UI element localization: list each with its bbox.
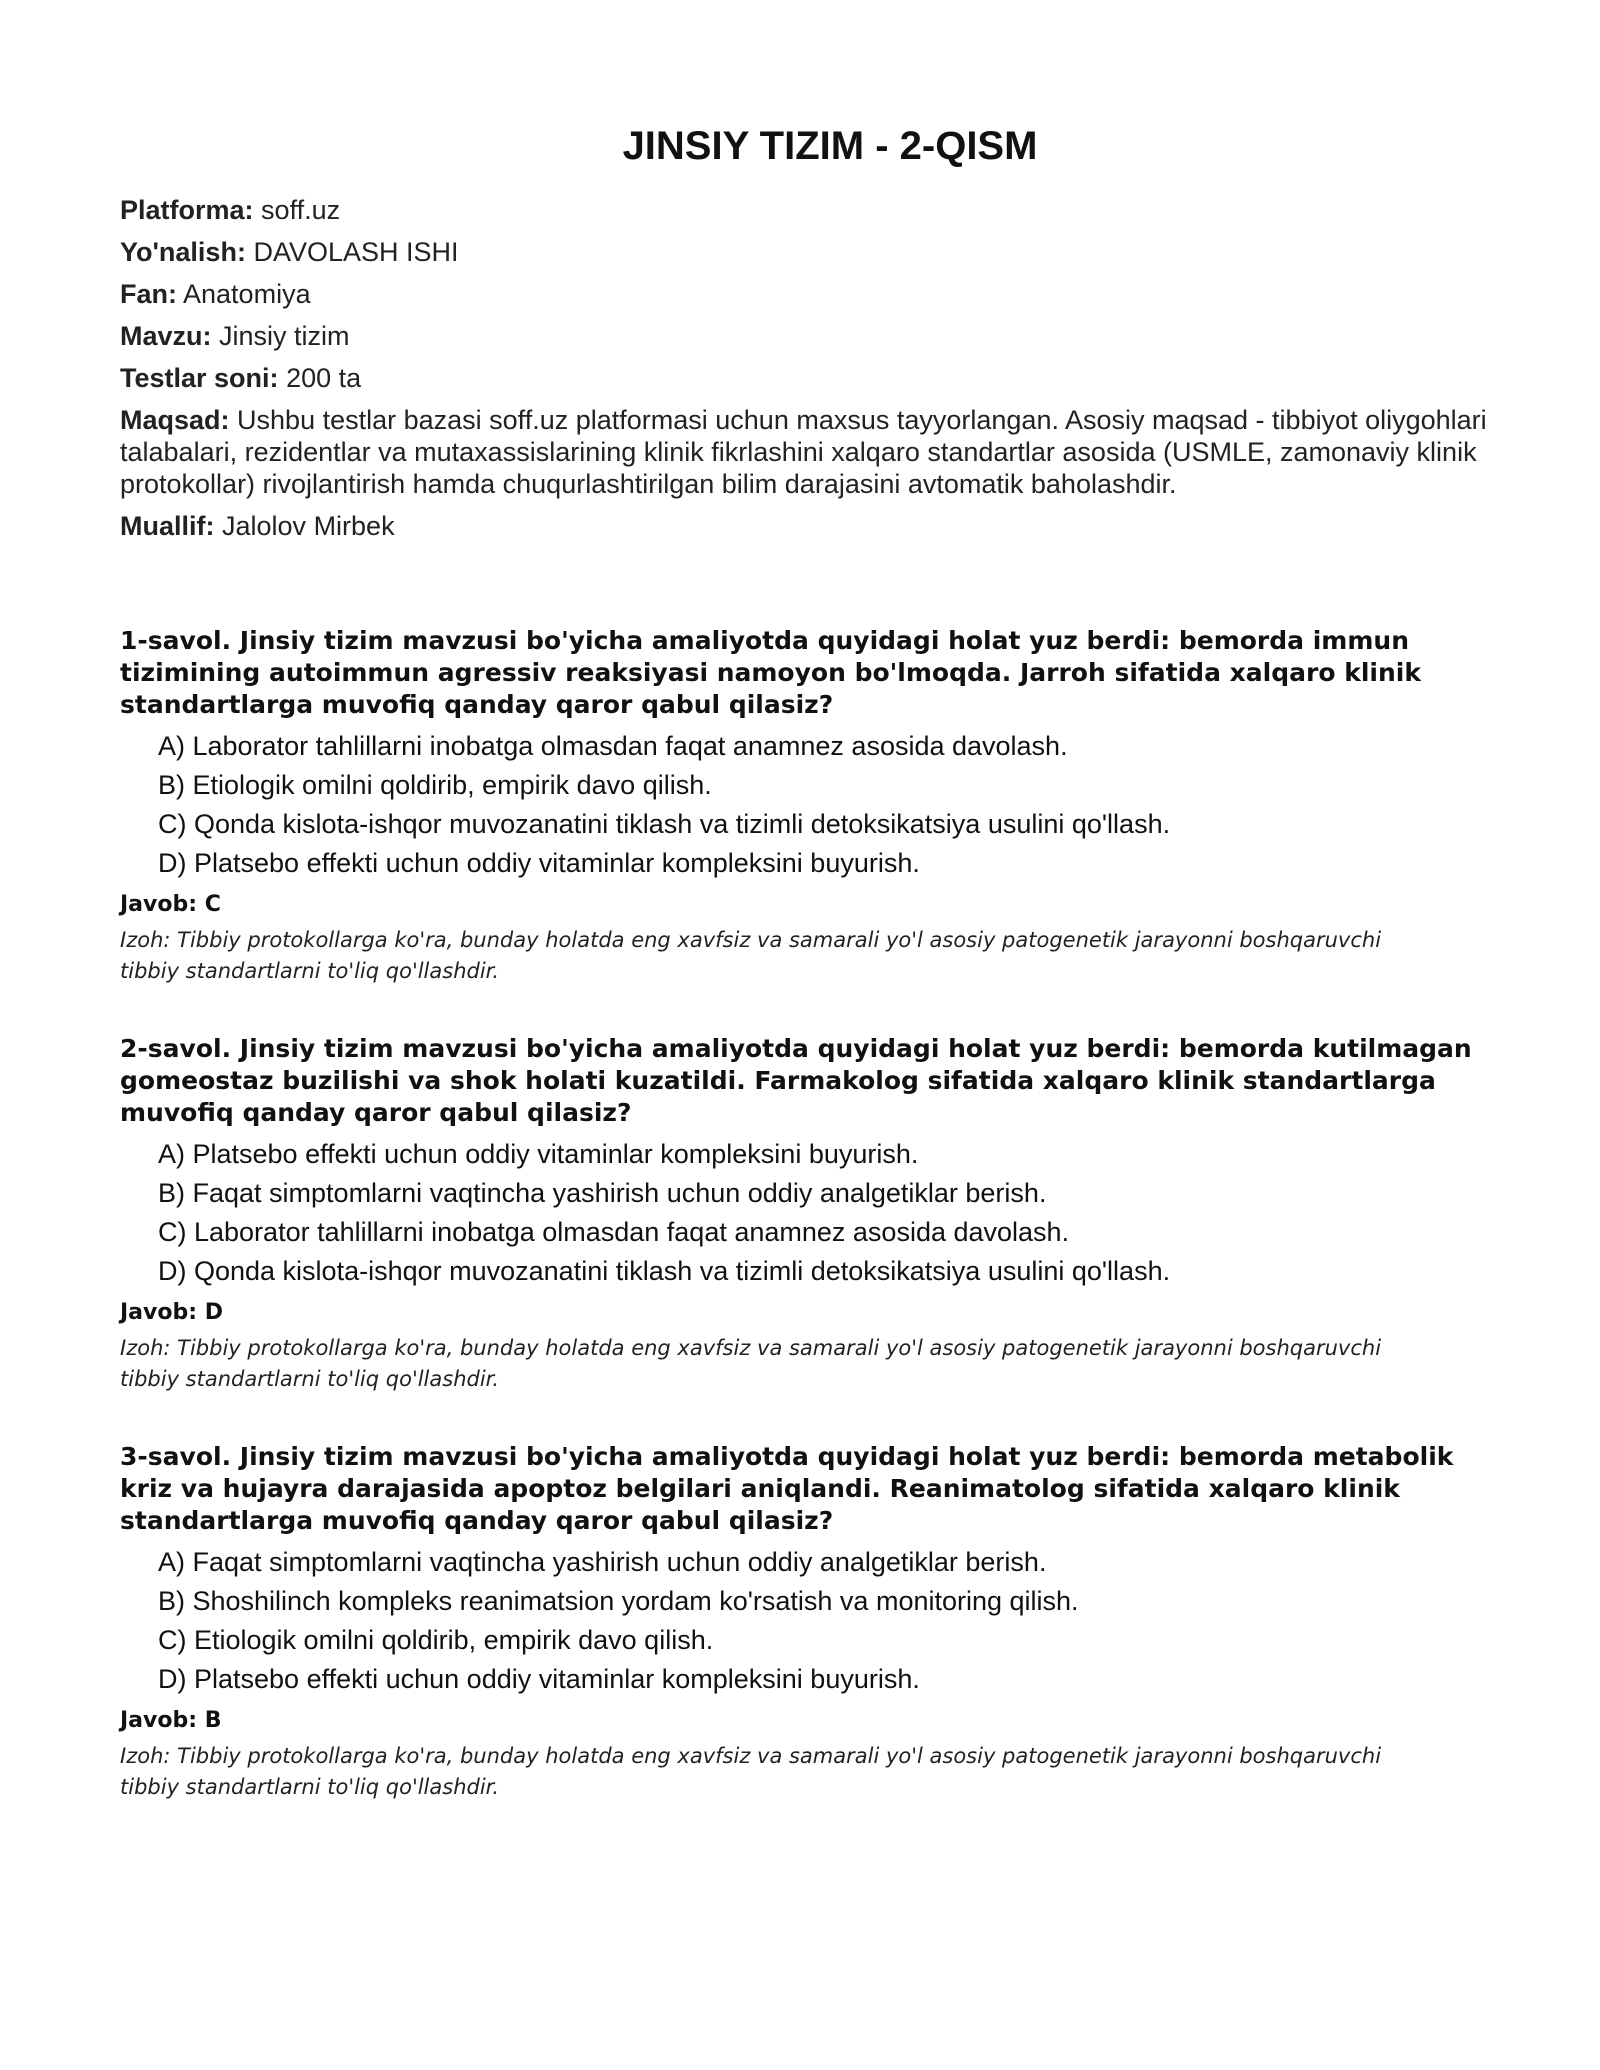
option-a: A) Platsebo effekti uchun oddiy vitaminlar kompleksini buyurish. xyxy=(158,1139,919,1169)
meta-value: Jinsiy tizim xyxy=(219,321,350,351)
option-b: B) Faqat simptomlarni vaqtincha yashirish uchun oddiy analgetiklar berish. xyxy=(158,1178,1047,1208)
document-metadata xyxy=(120,194,1490,542)
option-c: C) Qonda kislota-ishqor muvozanatini tiklash va tizimli detoksikatsiya usulini qo'llash. xyxy=(158,809,1171,839)
explanation-note: Izoh: Tibbiy protokollarga ko'ra, bunday holatda eng xavfsiz va samarali yo'l asosiy patogenetik jarayonni boshqaruvchi tibbiy standartlarni to'liq qo'llashdir. xyxy=(120,928,1382,983)
option-c: C) Etiologik omilni qoldirib, empirik davo qilish. xyxy=(158,1625,714,1655)
meta-platform xyxy=(120,194,1490,226)
option-a: A) Faqat simptomlarni vaqtincha yashirish uchun oddiy analgetiklar berish. xyxy=(158,1547,1047,1577)
question-text: 3-savol. Jinsiy tizim mavzusi bo'yicha amaliyotda quyidagi holat yuz berdi: bemorda metabolik kriz va hujayra darajasida apoptoz belgilari aniqlandi. Reanimatolog sifatida xalqaro klinik standartlarga muvofiq qanday qaror qabul qilasiz? xyxy=(120,1442,1454,1535)
option-b: B) Etiologik omilni qoldirib, empirik davo qilish. xyxy=(158,770,712,800)
question-block xyxy=(120,1033,1490,1395)
option-b: B) Shoshilinch kompleks reanimatsion yordam ko'rsatish va monitoring qilish. xyxy=(158,1586,1079,1616)
meta-subject xyxy=(120,278,1490,310)
question-text: 2-savol. Jinsiy tizim mavzusi bo'yicha amaliyotda quyidagi holat yuz berdi: bemorda kutilmagan gomeostaz buzilishi va shok holati kuzatildi. Farmakolog sifatida xalqaro klinik standartlarga muvofiq qanday qaror qabul qilasiz? xyxy=(120,1034,1472,1127)
document-page xyxy=(120,0,1490,1849)
meta-label: Maqsad: xyxy=(120,405,230,435)
meta-label: Mavzu: xyxy=(120,321,212,351)
meta-topic xyxy=(120,320,1490,352)
question-block xyxy=(120,1441,1490,1803)
meta-value: DAVOLASH ISHI xyxy=(253,237,459,267)
meta-value: soff.uz xyxy=(261,195,341,225)
meta-label: Platforma: xyxy=(120,195,254,225)
meta-value: Ushbu testlar bazasi soff.uz platformasi uchun maxsus tayyorlangan. Asosiy maqsad - tibbiyot oliygohlari talabalari, rezidentlar va mutaxassislarining klinik fikrlashini xalqaro standartlar asosida (USMLE, zamonaviy klinik protokollar) rivojlantirish hamda chuqurlashtirilgan bilim darajasini avtomatik baholashdir. xyxy=(120,405,1487,499)
option-c: C) Laborator tahlillarni inobatga olmasdan faqat anamnez asosida davolash. xyxy=(158,1217,1070,1247)
explanation-note: Izoh: Tibbiy protokollarga ko'ra, bunday holatda eng xavfsiz va samarali yo'l asosiy patogenetik jarayonni boshqaruvchi tibbiy standartlarni to'liq qo'llashdir. xyxy=(120,1336,1382,1391)
answer-key: Javob: D xyxy=(120,1300,223,1325)
option-d: D) Platsebo effekti uchun oddiy vitaminlar kompleksini buyurish. xyxy=(158,848,920,878)
question-block xyxy=(120,625,1490,987)
option-a: A) Laborator tahlillarni inobatga olmasdan faqat anamnez asosida davolash. xyxy=(158,731,1068,761)
answer-key: Javob: C xyxy=(120,892,221,917)
meta-label: Muallif: xyxy=(120,511,215,541)
meta-value: 200 ta xyxy=(286,363,362,393)
meta-label: Testlar soni: xyxy=(120,363,279,393)
answer-options xyxy=(120,731,1490,879)
option-d: D) Qonda kislota-ishqor muvozanatini tiklash va tizimli detoksikatsiya usulini qo'llash. xyxy=(158,1256,1171,1286)
question-text: 1-savol. Jinsiy tizim mavzusi bo'yicha amaliyotda quyidagi holat yuz berdi: bemorda immun tizimining autoimmun agressiv reaksiyasi namoyon bo'lmoqda. Jarroh sifatida xalqaro klinik standartlarga muvofiq qanday qaror qabul qilasiz? xyxy=(120,626,1421,719)
option-d: D) Platsebo effekti uchun oddiy vitaminlar kompleksini buyurish. xyxy=(158,1664,920,1694)
answer-options xyxy=(120,1547,1490,1695)
meta-label: Fan: xyxy=(120,279,177,309)
meta-direction xyxy=(120,236,1490,268)
meta-test-count xyxy=(120,362,1490,394)
document-title: JINSIY TIZIM - 2-QISM xyxy=(622,124,1038,168)
meta-purpose xyxy=(120,404,1490,500)
meta-label: Yo'nalish: xyxy=(120,237,246,267)
explanation-note: Izoh: Tibbiy protokollarga ko'ra, bunday holatda eng xavfsiz va samarali yo'l asosiy patogenetik jarayonni boshqaruvchi tibbiy standartlarni to'liq qo'llashdir. xyxy=(120,1744,1382,1799)
answer-key: Javob: B xyxy=(120,1708,222,1733)
answer-options xyxy=(120,1139,1490,1287)
meta-author xyxy=(120,510,1490,542)
meta-value: Anatomiya xyxy=(183,279,311,309)
meta-value: Jalolov Mirbek xyxy=(222,511,395,541)
question-list xyxy=(120,625,1490,1803)
